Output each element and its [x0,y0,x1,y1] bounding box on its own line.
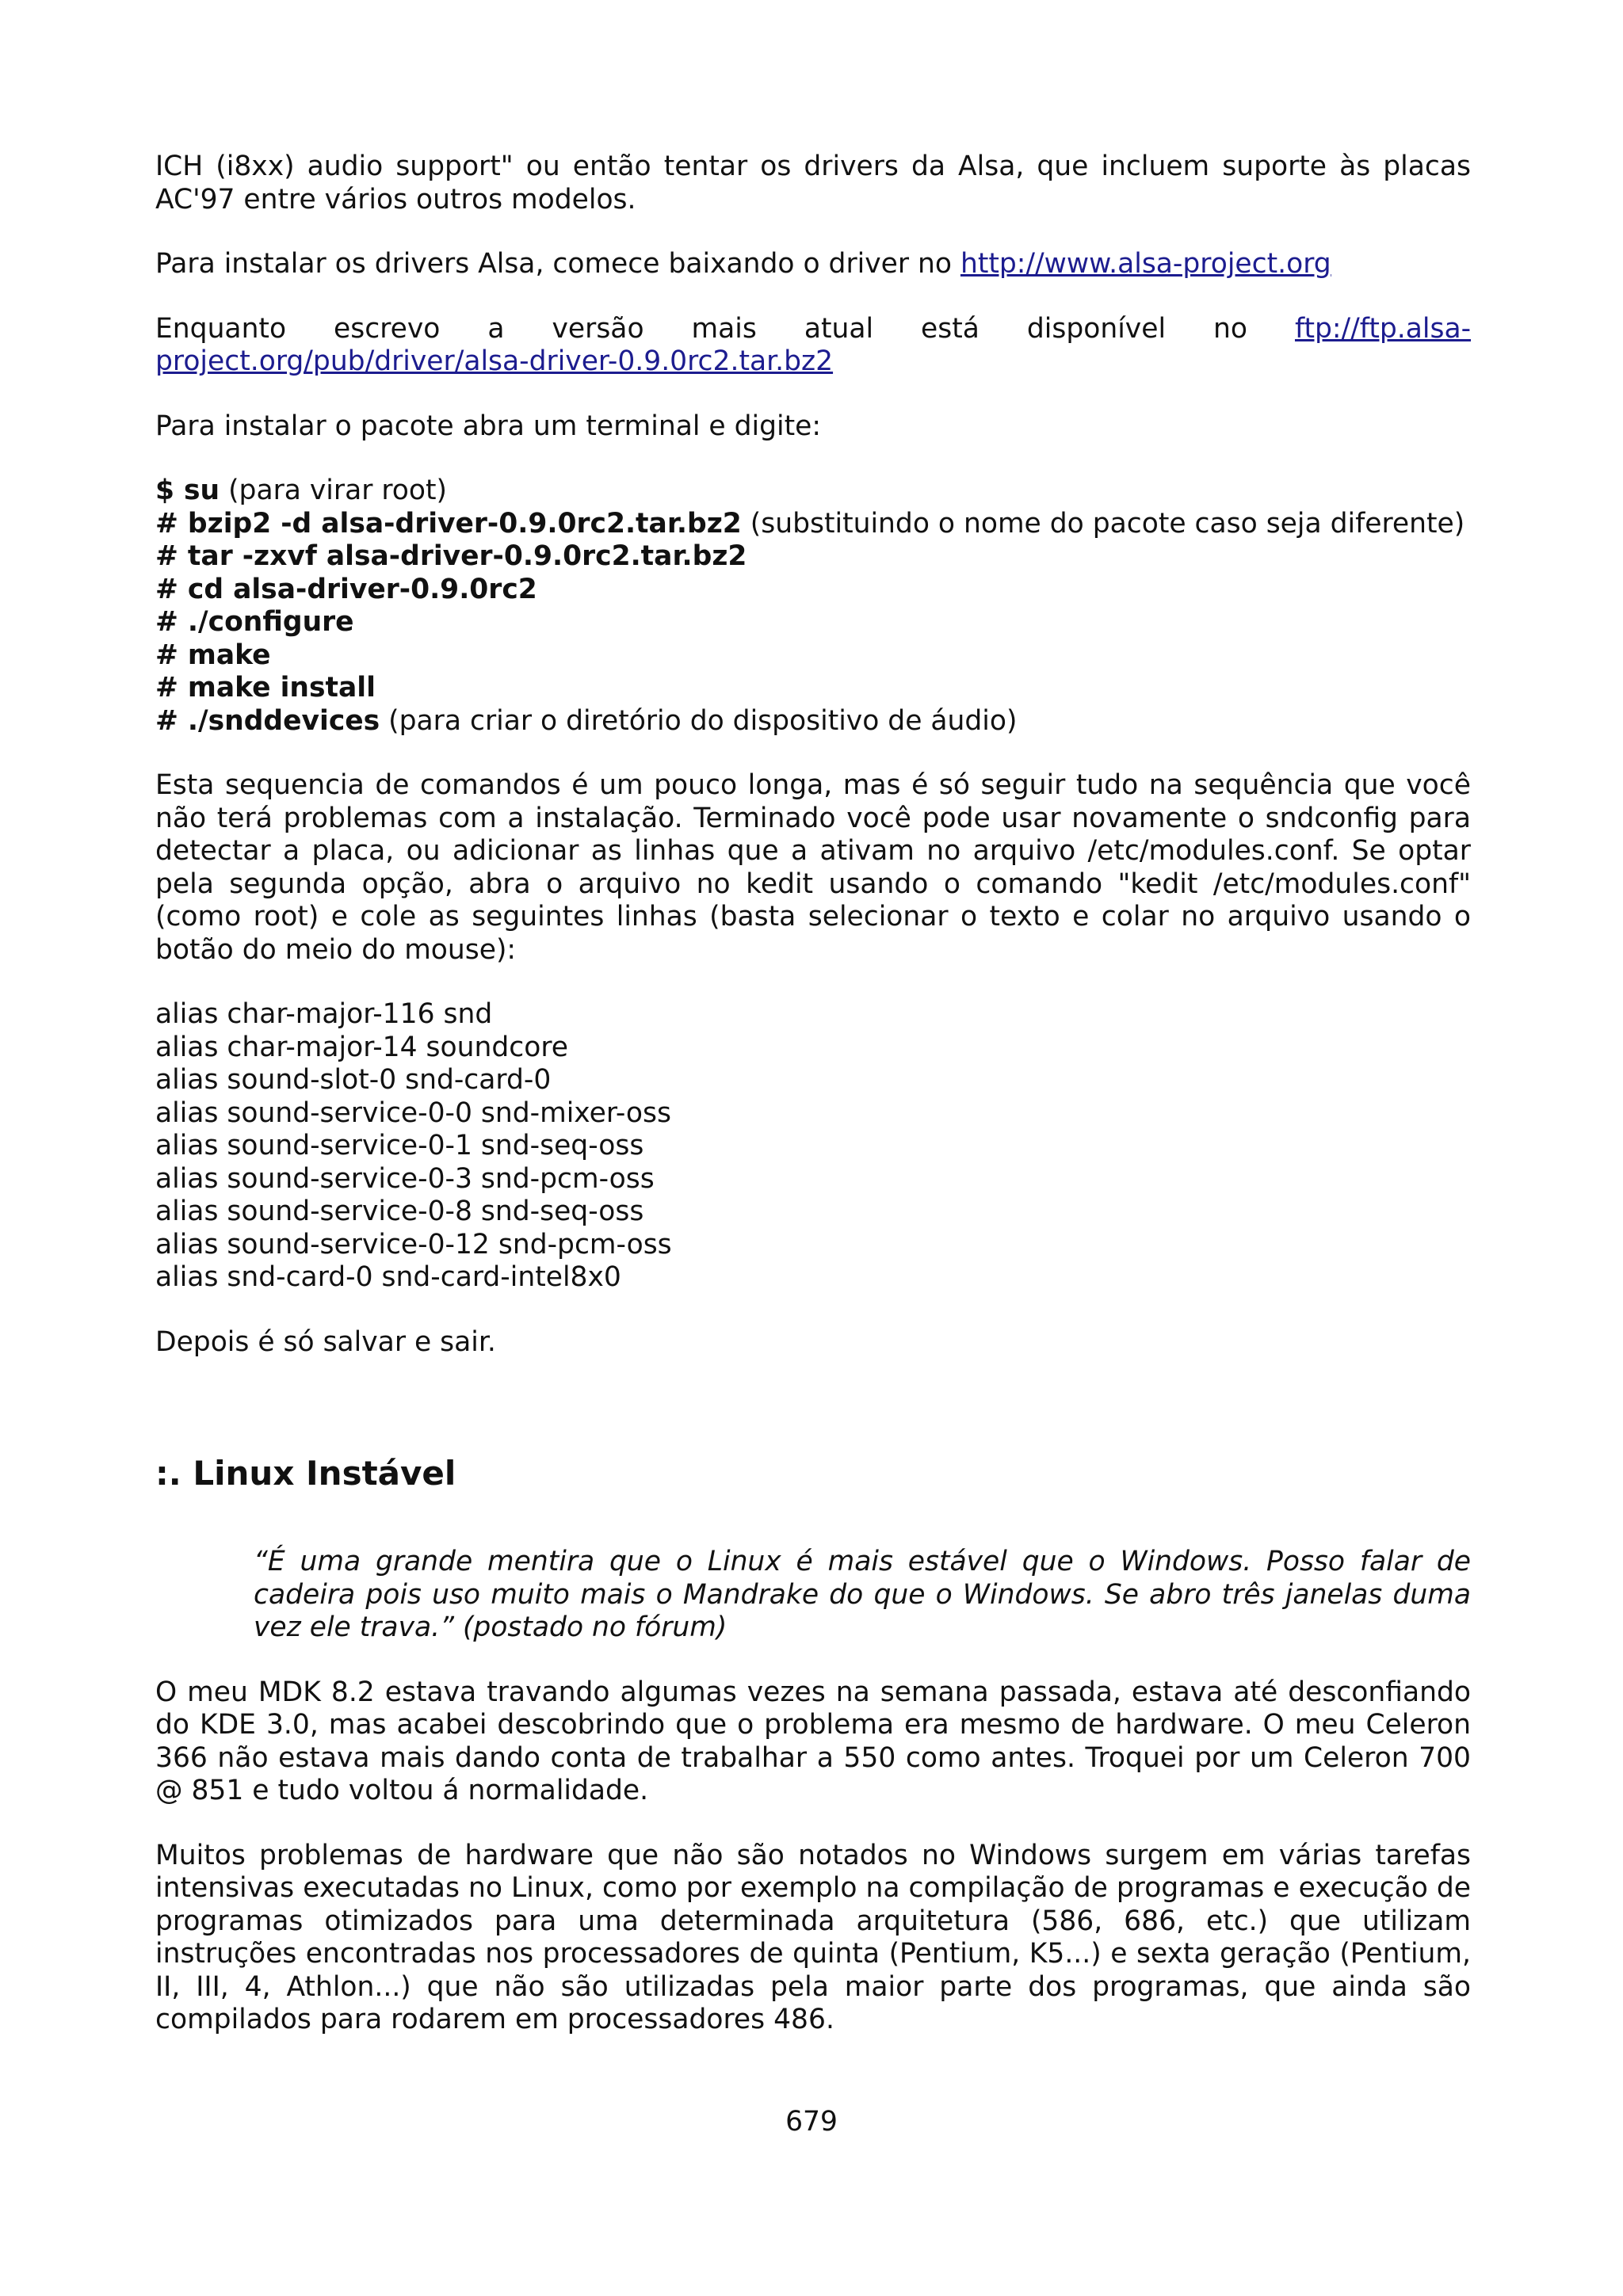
version-word: mais [691,312,757,345]
alias-line: alias char-major-14 soundcore [155,1031,568,1063]
intro-line-2: AC'97 entre vários outros modelos. [155,183,636,215]
command-line: # make [155,639,271,671]
command-line: # ./snddevices (para criar o diretório do dispositivo de áudio) [155,704,1018,737]
command-line: # ./configure [155,606,354,638]
alias-line: alias sound-service-0-0 snd-mixer-oss [155,1097,671,1129]
alsa-project-link[interactable]: http://www.alsa-project.org [960,248,1331,280]
install-alsa-text: Para instalar os drivers Alsa, comece baixando o driver no [155,248,960,280]
version-word: está [921,312,980,345]
version-word: versão [552,312,644,345]
terminal-intro: Para instalar o pacote abra um terminal e digite: [155,410,821,442]
alias-line: alias sound-service-0-12 snd-pcm-oss [155,1228,672,1261]
version-line-1 [155,313,1471,346]
install-alsa-paragraph [155,248,1471,281]
command-line: # make install [155,672,376,704]
alias-line: alias char-major-116 snd [155,998,493,1030]
save-exit-text: Depois é só salvar e sair. [155,1325,496,1358]
version-word: Enquanto [155,312,287,345]
hardware-paragraph: Muitos problemas de hardware que não são notados no Windows surgem em várias tarefas intensivas executadas no Linux, como por exemplo na compilação de programas e execução de programas otimizados para uma determinada arquitetura (586, 686, etc.) que utilizam instruções encontradas nos processadores de quinta (Pentium, K5...) e sexta geração (Pentium, II, III, 4, Athlon...) que não são utilizadas pela maior parte dos programas, que ainda são compilados para rodarem em processadores 486. [155,1839,1471,2035]
intro-line-1: ICH (i8xx) audio support" ou então tentar os drivers da Alsa, que incluem suporte às placas [155,151,1471,182]
mdk-paragraph: O meu MDK 8.2 estava travando algumas vezes na semana passada, estava até desconfiando do KDE 3.0, mas acabei descobrindo que o problema era mesmo de hardware. O meu Celeron 366 não estava mais dando conta de trabalhar a 550 como antes. Troquei por um Celeron 700 @ 851 e tudo voltou á normalidade. [155,1676,1471,1806]
section-heading: :. Linux Instável [155,1454,456,1493]
version-word: escrevo [334,312,441,345]
command-line: $ su (para virar root) [155,475,447,506]
version-word: no [1213,312,1247,345]
command-list [155,475,1471,738]
alias-line: alias sound-service-0-1 snd-seq-oss [155,1130,644,1161]
alias-list [155,998,1471,1295]
version-line-2 [155,345,1471,379]
command-line: # cd alsa-driver-0.9.0rc2 [155,573,537,605]
page-number: 679 [785,2106,838,2138]
sequence-paragraph: Esta sequencia de comandos é um pouco longa, mas é só seguir tudo na sequência que você não terá problemas com a instalação. Terminado você pode usar novamente o sndconfig para detectar a placa, ou adicionar as linhas que a ativam no arquivo /etc/modules.conf. Se optar pela segunda opção, abra o arquivo no kedit usando o comando "kedit /etc/modules.conf" (como root) e cole as seguintes linhas (basta selecionar o texto e colar no arquivo usando o botão do meio do mouse): [155,769,1471,966]
forum-quote: “É uma grande mentira que o Linux é mais estável que o Windows. Posso falar de cadeira pois uso muito mais o Mandrake do que o Windows. Se abro três janelas duma vez ele trava.” (postado no fórum) [254,1546,1471,1643]
command-line: # bzip2 -d alsa-driver-0.9.0rc2.tar.bz2 (substituindo o nome do pacote caso seja diferente) [155,507,1465,540]
alias-line: alias snd-card-0 snd-card-intel8x0 [155,1261,621,1293]
document-page [155,151,1471,2037]
alias-line: alias sound-slot-0 snd-card-0 [155,1064,552,1096]
version-word: a [487,312,505,345]
alsa-driver-ftp-link-part2[interactable]: project.org/pub/driver/alsa-driver-0.9.0rc2.tar.bz2 [155,345,834,377]
alsa-driver-ftp-link-part1[interactable]: ftp://ftp.alsa- [1294,312,1472,345]
version-word: disponível [1026,312,1167,345]
command-line: # tar -zxvf alsa-driver-0.9.0rc2.tar.bz2 [155,540,747,572]
alias-line: alias sound-service-0-8 snd-seq-oss [155,1196,644,1227]
version-word: atual [804,312,874,345]
alias-line: alias sound-service-0-3 snd-pcm-oss [155,1162,655,1195]
